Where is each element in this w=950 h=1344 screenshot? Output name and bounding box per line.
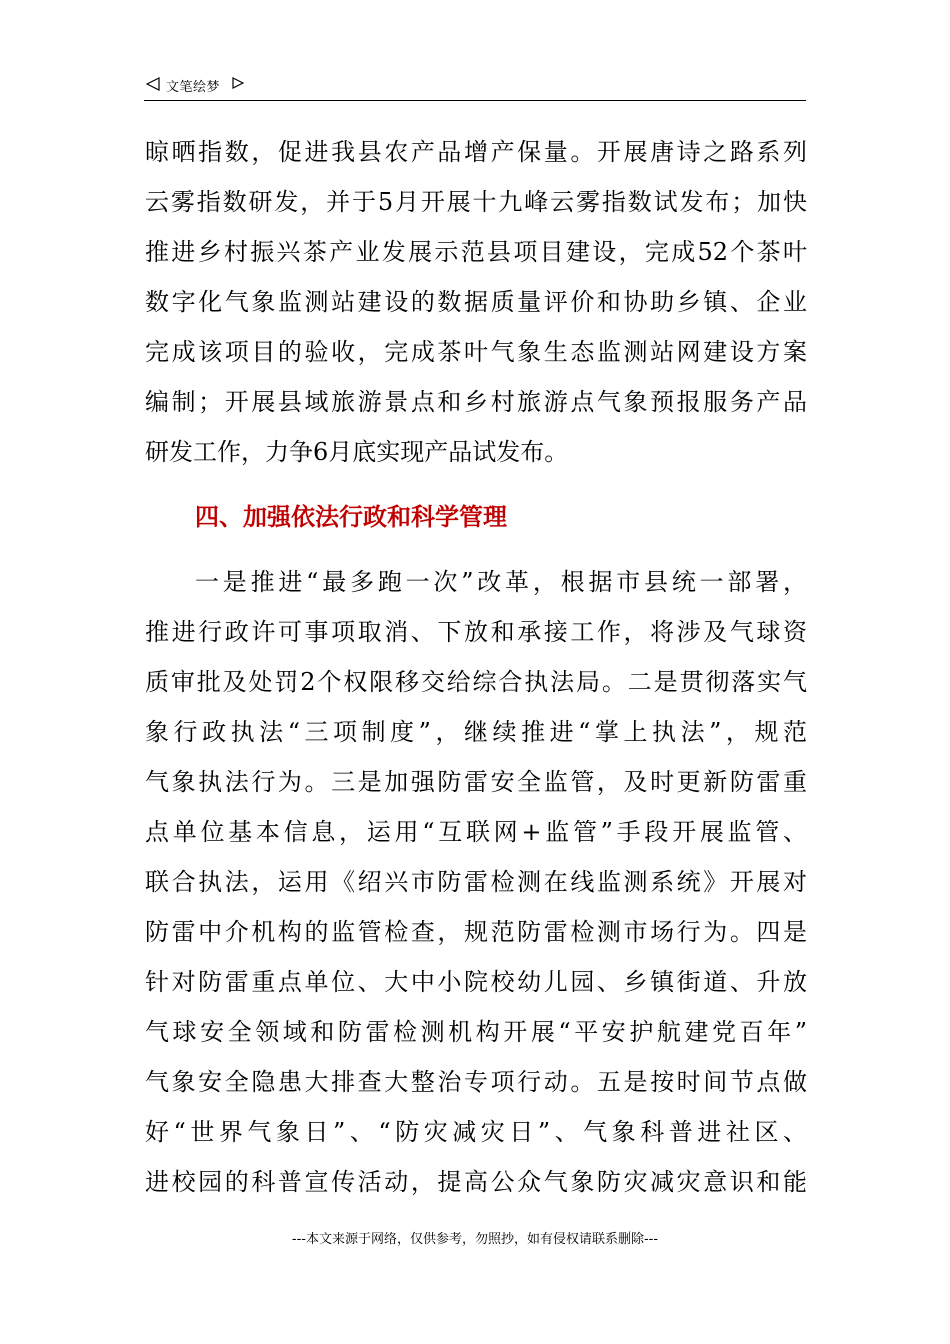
text-line: 象行政执法“三项制度”，继续推进“掌上执法”，规范 — [145, 718, 807, 746]
text-line: 数字化气象监测站建设的数据质量评价和协助乡镇、企业 — [145, 288, 807, 316]
text-line: 针对防雷重点单位、大中小院校幼儿园、乡镇街道、升放 — [145, 968, 807, 996]
text-line: 一是推进“最多跑一次”改革，根据市县统一部署， — [195, 568, 807, 596]
text-line: 气象执法行为。三是加强防雷安全监管，及时更新防雷重 — [145, 768, 807, 796]
left-triangle-icon — [146, 77, 160, 91]
text-line: 完成该项目的验收，完成茶叶气象生态监测站网建设方案 — [145, 338, 807, 366]
text-line: 联合执法，运用《绍兴市防雷检测在线监测系统》开展对 — [145, 868, 807, 896]
header-brand: 文笔绘梦 — [166, 80, 221, 95]
text-line: 点单位基本信息，运用“互联网+监管”手段开展监管、 — [145, 818, 807, 846]
text-line: 云雾指数研发，并于5月开展十九峰云雾指数试发布；加快 — [145, 188, 807, 216]
right-triangle-icon — [232, 77, 244, 89]
text-line: 晾晒指数，促进我县农产品增产保量。开展唐诗之路系列 — [145, 138, 807, 166]
text-line: 气球安全领域和防雷检测机构开展“平安护航建党百年” — [145, 1018, 807, 1046]
text-line: 防雷中介机构的监管检查，规范防雷检测市场行为。四是 — [145, 918, 807, 946]
text-line: 好“世界气象日”、“防灾减灾日”、气象科普进社区、 — [145, 1118, 807, 1146]
text-line: 推进乡村振兴茶产业发展示范县项目建设，完成52个茶叶 — [145, 238, 807, 266]
text-line: 推进行政许可事项取消、下放和承接工作，将涉及气球资 — [145, 618, 807, 646]
section-heading: 四、加强依法行政和科学管理 — [195, 503, 507, 531]
text-line: 编制；开展县域旅游景点和乡村旅游点气象预报服务产品 — [145, 388, 807, 416]
text-line: 质审批及处罚2个权限移交给综合执法局。二是贯彻落实气 — [145, 668, 807, 696]
page-header — [144, 70, 806, 101]
text-line: 气象安全隐患大排查大整治专项行动。五是按时间节点做 — [145, 1068, 807, 1096]
text-line: 研发工作，力争6月底实现产品试发布。 — [145, 438, 569, 466]
text-line: 进校园的科普宣传活动，提高公众气象防灾减灾意识和能 — [145, 1168, 807, 1196]
page-footer: ---本文来源于网络，仅供参考，勿照抄，如有侵权请联系删除--- — [291, 1232, 659, 1247]
